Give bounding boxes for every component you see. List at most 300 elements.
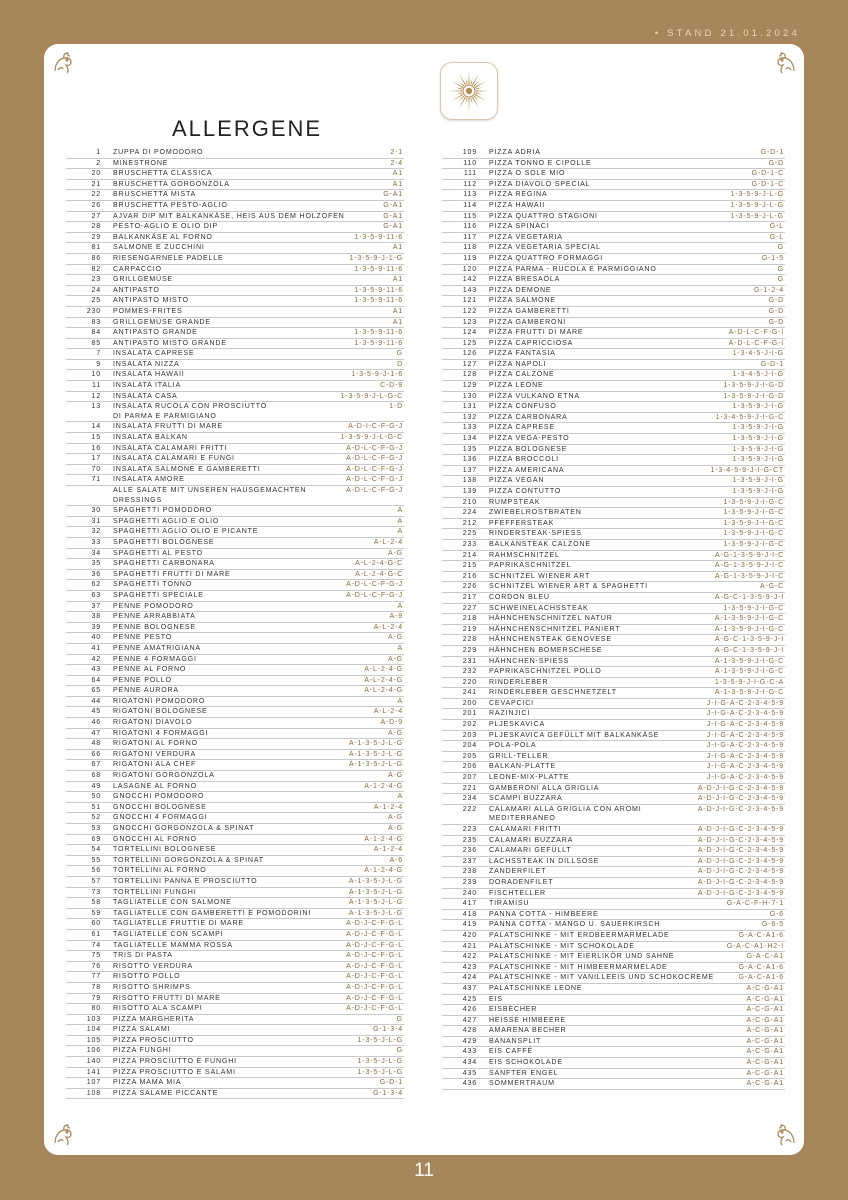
allergen-code: A-D-I-C-F-G-J — [348, 422, 403, 431]
item-name: ANTIPASTO — [113, 285, 160, 294]
item-name: RIGATONI GORGONZOLA — [113, 771, 215, 780]
allergen-code: C-D-9 — [380, 381, 403, 390]
page-number: 11 — [414, 1160, 434, 1181]
allergen-code: A-1-3-5-9-J-I-G-C — [714, 656, 784, 665]
item-name: PIZZA CALZONE — [489, 370, 555, 379]
item-number: 14 — [91, 422, 101, 431]
allergen-code: G-A-C-A1-6 — [738, 973, 784, 982]
allergen-code: A-D-L-C-F-G-J — [346, 486, 403, 494]
allergen-code: A-D-J-C-F-G-L — [346, 1004, 403, 1013]
item-name: INSALATA FRUTTI DI MARE — [113, 422, 223, 431]
allergen-code: A-C-G-A1 — [746, 1079, 784, 1088]
item-name: PENNE PESTO — [113, 633, 173, 642]
list-item — [66, 444, 404, 455]
list-item — [66, 612, 404, 623]
list-item — [442, 551, 785, 562]
list-item — [442, 169, 785, 180]
item-number: 56 — [91, 866, 101, 875]
list-item — [442, 381, 785, 392]
item-name: PIZZA VEGETARIA — [489, 232, 563, 241]
list-item — [442, 582, 785, 593]
item-name: RIGATONI ALA CHEF — [113, 760, 197, 769]
list-item — [66, 422, 404, 433]
list-item — [442, 275, 785, 286]
list-item — [66, 233, 404, 244]
list-item — [66, 739, 404, 750]
item-name: ZWIEBELROSTBRATEN — [489, 508, 582, 517]
list-item — [66, 676, 404, 687]
item-number: 225 — [462, 529, 477, 538]
item-name: PIZZA FANTASIA — [489, 349, 556, 358]
allergen-code: A-1-3-5-9-J-I-G-C — [714, 624, 784, 633]
allergen-code: G-A1 — [383, 190, 403, 199]
allergen-list-left — [66, 148, 404, 1099]
item-number: 32 — [91, 527, 101, 536]
allergen-code: A-D-J-I-G-C-2-3-4-5-9 — [697, 794, 784, 803]
list-item — [66, 243, 404, 254]
allergen-code: A-D-J-I-G-C-2-3-4-5-9 — [697, 804, 784, 813]
allergen-code: G-A1 — [383, 222, 403, 231]
list-item — [66, 835, 404, 846]
item-number: 111 — [463, 169, 477, 178]
item-number: 48 — [91, 739, 101, 748]
item-name: HEISSE HIMBEERE — [489, 1015, 567, 1024]
list-item — [442, 1037, 785, 1048]
list-item — [442, 646, 785, 657]
item-number: 63 — [91, 590, 101, 599]
item-name: PENNE BOLOGNESE — [113, 622, 196, 631]
item-name: SPAGHETTI POMODORO — [113, 506, 213, 515]
item-name: PIZZA QUATTRO STAGIONI — [489, 211, 598, 220]
item-number: 437 — [462, 983, 477, 992]
item-name: PIZZA MAMA MIA — [113, 1078, 182, 1087]
list-item — [66, 465, 404, 476]
item-name: FISCHTELLER — [489, 888, 546, 897]
allergen-code: 1-3-5-9-J-L-G — [730, 190, 784, 199]
item-name: RIGATONI POMODORO — [113, 696, 206, 705]
allergen-code: A-G-1-3-5-9-J-I-C — [714, 571, 784, 580]
allergen-code: G-L — [769, 232, 784, 241]
item-number: 123 — [462, 317, 477, 326]
item-name: PAPRIKASCHNITZEL — [489, 561, 572, 570]
item-name: PENNE AL FORNO — [113, 665, 187, 674]
item-number: 112 — [463, 179, 477, 188]
item-number: 210 — [462, 497, 477, 506]
allergen-code: G-A1 — [383, 200, 403, 209]
item-number: 119 — [463, 253, 477, 262]
item-name: PIZZA FRUTTI DI MARE — [489, 328, 584, 337]
item-name: PALATSCHINKE - MIT ERDBEERMARMELADE — [489, 930, 670, 939]
list-item — [442, 984, 785, 995]
item-number: 77 — [91, 972, 101, 981]
item-name: PENNE AURORA — [113, 686, 179, 695]
list-item — [442, 455, 785, 466]
item-number: 24 — [91, 285, 101, 294]
allergen-list-right — [442, 148, 785, 1090]
item-number: 25 — [91, 296, 101, 305]
list-item — [66, 360, 404, 371]
item-name: TORTELLINI PANNA E PROSCIUTTO — [113, 876, 258, 885]
list-item — [66, 538, 404, 549]
list-item — [66, 962, 404, 973]
allergen-code: A-G-C-1-3-5-9-J-I — [714, 592, 784, 601]
item-name: PIZZA DIAVOLO SPECIAL — [489, 179, 591, 188]
item-name: PIZZA CAPRESE — [489, 423, 555, 432]
item-number: 240 — [462, 888, 477, 897]
allergen-code: D — [397, 359, 403, 368]
item-name: SPAGHETTI FRUTTI DI MARE — [113, 569, 231, 578]
item-number: 17 — [91, 454, 101, 463]
item-number: 28 — [91, 222, 101, 231]
item-name: PALATSCHINKE LEONE — [489, 983, 583, 992]
item-number: 110 — [463, 158, 477, 167]
item-name: INSALATA SALMONE E GAMBERETTI — [113, 464, 261, 473]
item-number: 206 — [462, 762, 477, 771]
list-item — [442, 190, 785, 201]
item-name: PIZZA CARBONARA — [489, 412, 568, 421]
allergen-code: 1-3-5-9-J-1-6 — [351, 370, 403, 379]
list-item — [442, 222, 785, 233]
item-number: 49 — [91, 781, 101, 790]
sun-ray — [455, 92, 462, 94]
item-number: 106 — [86, 1046, 101, 1055]
list-item — [66, 856, 404, 867]
item-number: 218 — [462, 614, 477, 623]
list-item — [66, 623, 404, 634]
list-item — [442, 212, 785, 223]
list-item — [442, 709, 785, 720]
list-item — [66, 941, 404, 952]
list-item — [66, 686, 404, 697]
item-number: 35 — [91, 559, 101, 568]
allergen-code: A-G — [387, 824, 403, 832]
list-item — [442, 614, 785, 625]
allergen-code: A-C-G-A1 — [746, 1047, 784, 1056]
list-item — [442, 752, 785, 763]
item-name: HÄHNCHENSCHNITZEL NATUR — [489, 614, 613, 623]
allergen-code: 1-3-5-9-J-L-G-C — [340, 391, 403, 400]
item-name: PIZZA VULKANO ETNA — [489, 391, 580, 400]
item-name: BRUSCHETTA MISTA — [113, 190, 197, 199]
list-item — [66, 1046, 404, 1057]
allergen-code: 1-3-5-9-J-I-G — [732, 455, 784, 464]
item-name: RINDERLEBER GESCHNETZELT — [489, 688, 617, 697]
allergen-code: A-C-G-A1 — [746, 1026, 784, 1035]
item-number: 236 — [462, 846, 477, 855]
item-number: 69 — [91, 834, 101, 843]
allergen-code: G-D-1 — [379, 1078, 403, 1087]
item-number: 80 — [91, 1004, 101, 1013]
item-number: 29 — [91, 232, 101, 241]
sun-ray — [455, 87, 462, 89]
list-item — [66, 148, 404, 159]
date-stamp: • STAND 21.01.2024 — [654, 28, 800, 39]
allergen-code: 1-3-5-9-J-I-G — [732, 402, 784, 411]
item-name: PIZZA CONTUTTO — [489, 487, 562, 495]
item-name: PIZZA DEMONE — [489, 285, 552, 294]
item-number: 422 — [462, 952, 477, 961]
list-item — [442, 889, 785, 900]
item-name: INSALATA CASA — [113, 391, 178, 400]
allergen-code: 1-3-5-9-J-I-G-C-A — [714, 677, 784, 686]
item-number: 55 — [91, 855, 101, 864]
item-number: 79 — [91, 993, 101, 1002]
item-name: RUMPSTEAK — [489, 497, 541, 506]
item-name: SCHNITZEL WIENER ART — [489, 571, 591, 580]
list-item — [442, 328, 785, 339]
item-number: 433 — [462, 1047, 477, 1056]
list-item — [442, 604, 785, 615]
allergen-code: A-L-2-4-G — [364, 665, 403, 674]
item-number: 42 — [91, 654, 101, 663]
allergen-code: G — [396, 1046, 403, 1055]
item-number: 74 — [91, 940, 101, 949]
list-item — [442, 942, 785, 953]
item-name: TRIS DI PASTA — [113, 951, 173, 960]
allergen-code: A-D-J-I-G-C-2-3-4-5-9 — [697, 783, 784, 792]
list-item — [66, 212, 404, 223]
allergen-code: G-D — [768, 317, 784, 326]
item-name: RISOTTO FRUTTI DI MARE — [113, 993, 221, 1002]
item-number: 82 — [91, 264, 101, 273]
item-name: SCAMPI BUZZARA — [489, 794, 563, 803]
list-item — [442, 995, 785, 1006]
item-number: 241 — [462, 688, 477, 697]
allergen-code: A-D-J-C-F-G-L — [346, 982, 403, 991]
list-item — [442, 593, 785, 604]
allergen-code: A-D-J-C-F-G-L — [346, 919, 403, 928]
item-name: BRUSCHETTA PESTO-AGLIO — [113, 200, 228, 209]
menu-page — [44, 44, 804, 1155]
item-name: TAGLIATELLE MAMMA ROSSA — [113, 940, 233, 949]
allergen-code: A-D-J-C-F-G-L — [346, 951, 403, 960]
sun-ray — [459, 74, 466, 86]
list-item — [442, 201, 785, 212]
allergen-code: A-D-J-I-G-C-2-3-4-5-9 — [697, 835, 784, 844]
item-name: INSALATA ITALIA — [113, 381, 181, 390]
item-number: 204 — [462, 741, 477, 750]
item-number: 75 — [91, 951, 101, 960]
lion-ornament-icon — [773, 50, 799, 76]
item-number: 84 — [91, 328, 101, 337]
item-name: PESTO-AGLIO E OLIO DIP — [113, 222, 218, 231]
list-item — [442, 857, 785, 868]
item-number: 51 — [91, 802, 101, 811]
list-item — [66, 159, 404, 170]
item-name: INSALATA CALAMARI FRITTI — [113, 443, 228, 452]
item-name: PLJESKAVICA GEFÜLLT MIT BALKANKÄSE — [489, 730, 660, 739]
item-name: PIZZA TONNO E CIPOLLE — [489, 158, 592, 167]
item-number: 34 — [91, 548, 101, 557]
item-number: 237 — [462, 856, 477, 865]
list-item — [442, 846, 785, 857]
list-item — [66, 665, 404, 676]
allergen-code: G-A-C-A1-6 — [738, 962, 784, 971]
allergen-code: G-A1 — [383, 211, 403, 220]
item-name: SCHWEINELACHSSTEAK — [489, 603, 589, 612]
list-item — [442, 243, 785, 254]
allergen-code: A-D-J-I-G-C-2-3-4-5-9 — [697, 877, 784, 886]
item-name: TAGLIATELLE CON SALMONE — [113, 898, 232, 907]
list-item — [66, 381, 404, 392]
item-number: 86 — [91, 253, 101, 262]
item-number: 113 — [463, 190, 477, 199]
item-number: 104 — [86, 1025, 101, 1034]
item-name: PFEFFERSTEAK — [489, 518, 555, 527]
list-item — [442, 699, 785, 710]
item-number: 58 — [91, 898, 101, 907]
list-item — [442, 561, 785, 572]
item-name: EIS CAFFÉ — [489, 1047, 533, 1056]
list-item — [66, 644, 404, 655]
item-number: 207 — [462, 773, 477, 782]
list-item — [442, 466, 785, 477]
item-number: 135 — [462, 444, 477, 453]
list-item — [442, 540, 785, 551]
list-item — [66, 475, 404, 486]
allergen-code: A-1-3-5-J-L-G — [348, 739, 403, 748]
allergen-code: A — [397, 516, 403, 525]
item-number: 44 — [91, 696, 101, 705]
allergen-code: G-1-5 — [761, 253, 784, 262]
item-number: 205 — [462, 751, 477, 760]
item-number: 31 — [91, 516, 101, 525]
list-item — [442, 180, 785, 191]
allergen-code: 1-3-5-9-J-I-G-C — [723, 603, 784, 612]
list-item — [442, 657, 785, 668]
allergen-code: 1-3-5-9-J-L-G — [730, 200, 784, 209]
list-item — [66, 792, 404, 803]
allergen-code: A-L-2-4-G-C — [355, 569, 403, 578]
allergen-code: A — [397, 527, 403, 536]
allergen-code: A-L-2-4 — [373, 537, 403, 546]
list-item — [66, 898, 404, 909]
item-name: PIZZA SALAME PICCANTE — [113, 1088, 219, 1097]
allergen-code: G-D-1-C — [751, 169, 784, 178]
allergen-code: A-1-3-5-9-J-I-G-C — [714, 614, 784, 623]
item-number: 212 — [462, 518, 477, 527]
item-name: PIZZA BROCCOLI — [489, 455, 559, 464]
allergen-code: A-D-J-I-G-C-2-3-4-5-9 — [697, 867, 784, 876]
sun-ray — [468, 71, 469, 84]
item-number: 231 — [462, 656, 477, 665]
item-name: PIZZA LEONE — [489, 381, 544, 390]
item-name: LACHSSTEAK IN DILLSOSE — [489, 856, 600, 865]
list-item — [66, 888, 404, 899]
allergen-code: 1-3-5-9-11-6 — [354, 328, 403, 337]
item-name: PLJESKAVICA — [489, 720, 545, 729]
list-item — [442, 434, 785, 445]
item-number: 116 — [463, 222, 477, 231]
allergen-code: A-C-G-A1 — [746, 994, 784, 1003]
item-number: 230 — [86, 306, 101, 315]
allergen-code: A1 — [392, 243, 403, 252]
item-number: 20 — [91, 169, 101, 178]
item-number: 40 — [91, 633, 101, 642]
allergen-code: G-D — [768, 306, 784, 315]
item-name: INSALATA AMORE — [113, 475, 185, 484]
item-number: 223 — [462, 825, 477, 833]
item-number: 7 — [96, 349, 101, 358]
list-item — [442, 952, 785, 963]
list-item — [442, 678, 785, 689]
item-number: 22 — [91, 190, 101, 199]
allergen-code: G-D-1 — [760, 148, 784, 156]
item-number: 53 — [91, 824, 101, 832]
list-item — [66, 803, 404, 814]
list-item — [442, 413, 785, 424]
item-name: EISBECHER — [489, 1005, 538, 1014]
list-item — [66, 760, 404, 771]
allergen-code: A-G-C — [759, 582, 784, 591]
allergen-code: 2-1 — [390, 148, 403, 156]
item-name: SPAGHETTI CARBONARA — [113, 559, 215, 568]
list-item — [66, 570, 404, 581]
item-name: PENNE ARRABBIATA — [113, 612, 196, 621]
item-name: ZUPPA DI POMODORO — [113, 148, 204, 156]
item-number: 132 — [462, 412, 477, 421]
allergen-code: A-D-J-I-G-C-2-3-4-5-9 — [697, 825, 784, 833]
allergen-code: G — [396, 1014, 403, 1023]
item-number: 214 — [462, 550, 477, 559]
item-name: RIGATONI BOLOGNESE — [113, 707, 208, 716]
allergen-code: 1-3-5-9-J-I-G-C — [723, 497, 784, 506]
list-item — [66, 1068, 404, 1079]
item-name: PIZZA AMERICANA — [489, 465, 565, 474]
allergen-code: 1-3-5-9-J-I-G — [732, 476, 784, 485]
item-number: 215 — [462, 561, 477, 570]
allergen-code: A-D-L-C-F-G-J — [346, 464, 403, 473]
item-number: 224 — [462, 508, 477, 517]
item-number: 10 — [91, 370, 101, 379]
item-name: CALAMARI FRITTI — [489, 825, 562, 833]
item-name: TORTELLINI GORGONZOLA & SPINAT — [113, 855, 264, 864]
allergen-code: A-G — [387, 548, 403, 557]
item-name: PIZZA BOLOGNESE — [489, 444, 568, 453]
allergen-code: A-G — [387, 633, 403, 642]
item-name: TAGLIATELLE CON SCAMPI — [113, 929, 224, 938]
allergen-code: A-D-J-I-G-C-2-3-4-5-9 — [697, 888, 784, 897]
list-item — [66, 254, 404, 265]
allergen-code: G — [777, 264, 784, 273]
sun-ray — [475, 81, 487, 88]
list-item — [442, 159, 785, 170]
item-name: BALKANKÄSE AL FORNO — [113, 232, 213, 241]
item-number: 429 — [462, 1036, 477, 1045]
allergen-code: A-L-2-4-G — [364, 686, 403, 695]
allergen-code: A-L-2-4 — [373, 707, 403, 716]
item-number: 131 — [462, 402, 477, 411]
item-name: RIGATONI VERDURA — [113, 749, 197, 758]
item-number: 38 — [91, 612, 101, 621]
sun-ray — [465, 98, 467, 105]
item-number: 124 — [462, 328, 477, 337]
list-item — [442, 731, 785, 742]
item-name: GRILLGEMÜSE GRANDE — [113, 317, 211, 326]
list-item — [442, 762, 785, 773]
list-item — [66, 930, 404, 941]
item-number: 428 — [462, 1026, 477, 1035]
list-item — [442, 339, 785, 350]
allergen-code: A-1-2-4-G — [364, 781, 403, 790]
allergen-code: A-C-G-A1 — [746, 1036, 784, 1045]
item-number: 142 — [462, 275, 477, 284]
item-number: 46 — [91, 718, 101, 727]
item-number: 221 — [462, 783, 477, 792]
item-name: CORDON BLEU — [489, 592, 550, 601]
allergen-code: A-G-C-1-3-5-9-J-I — [714, 645, 784, 654]
sun-ray — [465, 77, 467, 84]
